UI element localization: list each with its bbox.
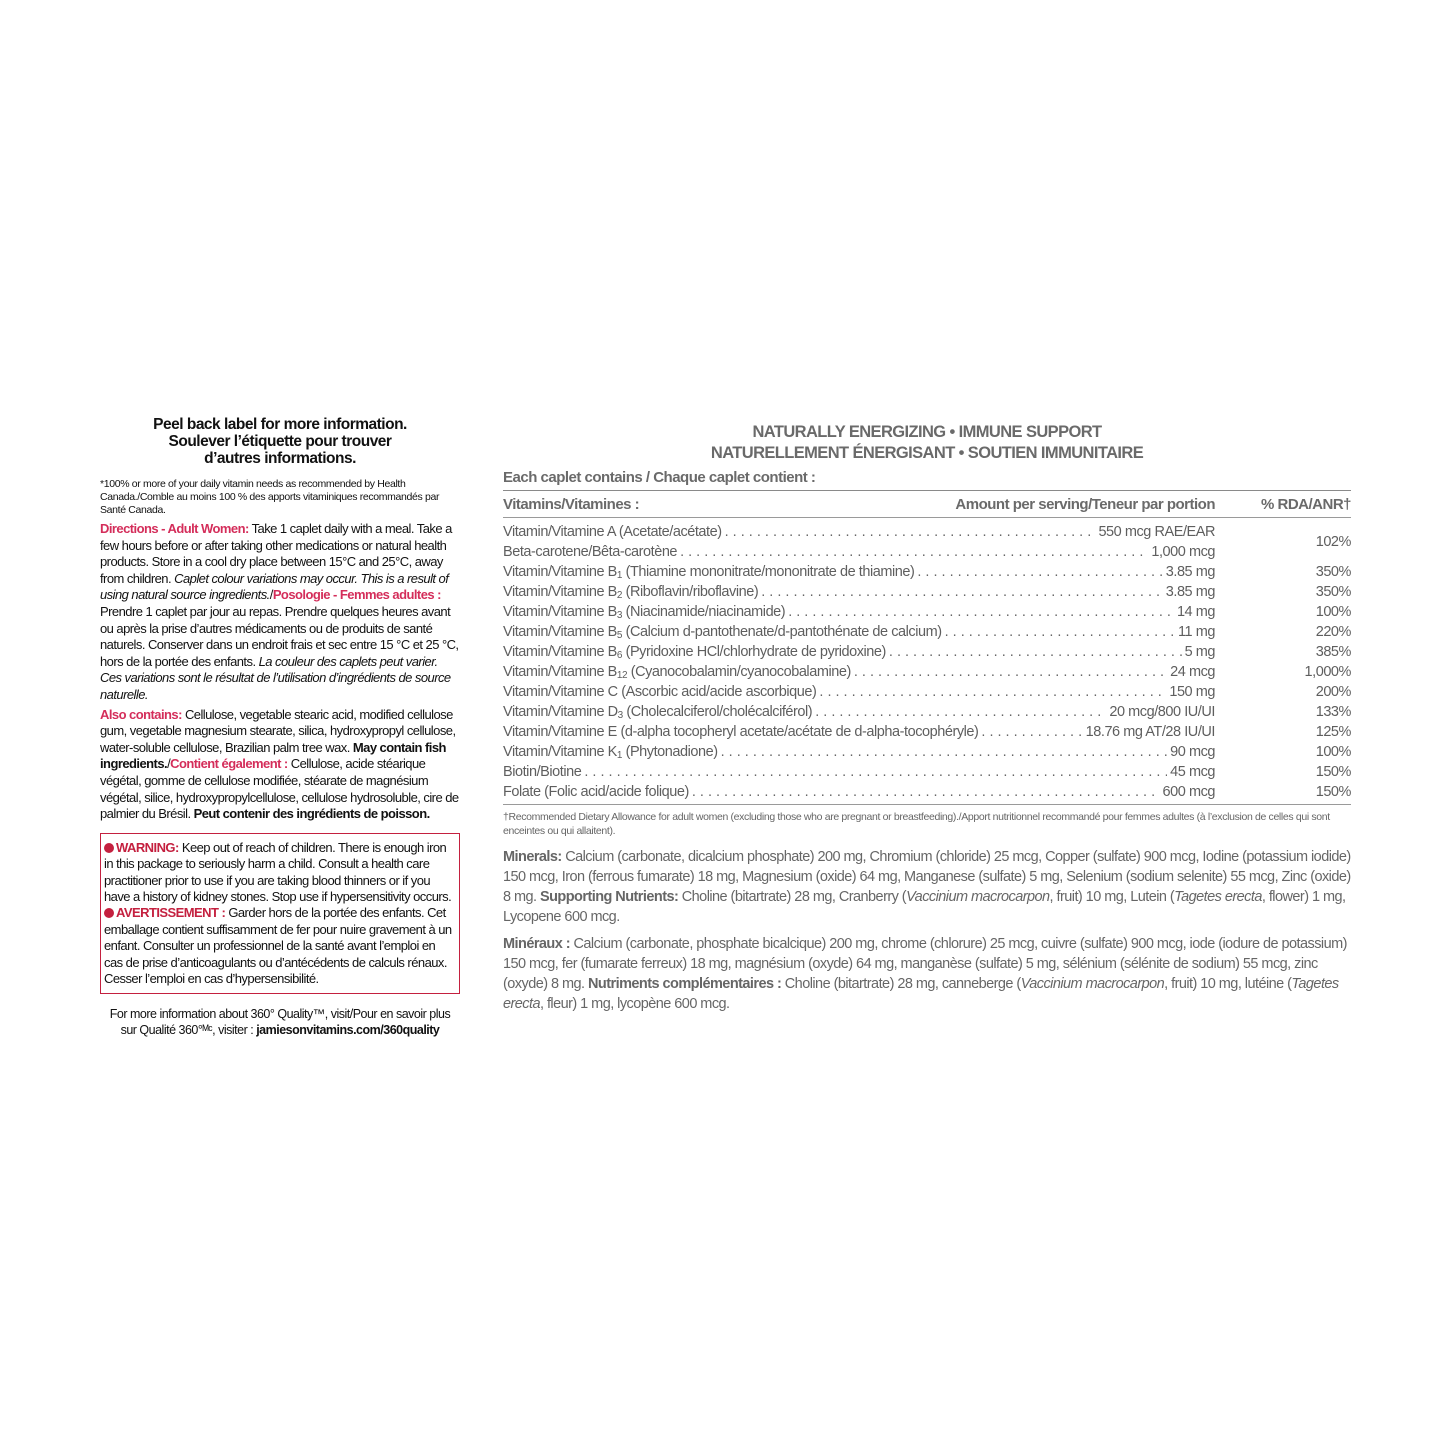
supporting-text: , fruit) 10 mg, Lutein ( [1049,889,1175,905]
leader-dots [721,744,1168,760]
minerals-label: Minerals: [503,849,562,865]
table-row [503,722,1351,742]
warning-en [104,840,455,906]
table-bottom-rule [503,804,1351,805]
vitamin-amount: 24 mcg [1170,664,1215,680]
avertissement-label: AVERTISSEMENT : [116,905,226,921]
more-info-line-2: sur Qualité 360°ᴹᶜ, visiter : [120,1023,254,1038]
table-row [503,682,1351,702]
minerals-text: Calcium (carbonate, dicalcium phosphate) 200 mg, Chromium (chloride) 25 mcg, Copper (sulfate) 900 mcg, Iodine (potassium iodide) 150 mcg, Iron (ferrous fumarate) 18 mg, Magnesium (oxide) 64 mg, Manganese (sulfate) 5 mg, Selenium (sodium selenite) 55 mcg, Zinc (oxide) 8 mg. [503,849,1351,905]
vitamin-a-amount: 550 mcg RAE/EAR [1098,524,1215,540]
col-rda: % RDA/ANR† [1260,495,1351,513]
vitamin-amount: 5 mg [1184,644,1215,660]
vitamin-amount: 20 mcg/800 IU/UI [1109,704,1215,720]
more-info-url: jamiesonvitamins.com/360quality [256,1023,440,1038]
avertissement-fr [104,905,455,987]
vitamin-rda: 133% [1315,704,1351,720]
table-row [503,762,1351,782]
right-label-panel [503,422,1351,1014]
vitamin-rda: 220% [1315,624,1351,640]
vitamin-rda: 350% [1315,564,1351,580]
nutriments-label: Nutriments complémentaires : [587,976,782,992]
col-vitamins: Vitamins/Vitamines : [503,495,640,513]
warning-text: Keep out of reach of children. There is enough iron in this package to seriously harm a child. Consult a health care practitioner prior to use if you are taking blood thinners or if you have a history of kidney stones. Stop use if hypersensitivity occurs. [104,839,452,904]
vitamin-rda: 385% [1315,644,1351,660]
vitamin-amount: 3.85 mg [1165,584,1215,600]
ingredients-block: Also contains: Cellulose, vegetable stearic acid, modified cellulose gum, vegetable magnesium stearate, silica, hydroxypropyl cellulose, water-soluble cellulose, Brazilian palm tree wax. May contain fish ingredients./Contient également : Cellulose, acide stéarique végétal, gomme de cellulose modifiée, stéarate de magnésium végétal, silice, hydroxypropylcellulose, cellulose hydrosoluble, cire de palmier du Brésil. Peut contenir des ingrédients de poisson. [100,706,459,822]
vitamin-table [503,518,1351,804]
vitamin-rda: 200% [1315,684,1351,700]
leader-dots [854,664,1167,680]
table-row [503,702,1351,722]
warning-box [100,833,460,995]
vitamin-label: Vitamin/Vitamine $B_{12}$ (Cyanocobalamin/cyanocobalamine) [503,664,851,680]
directions-text: Take 1 caplet daily with a meal. Take a few hours before or after taking other medications or natural health products. Store in a cool dry place between 15°C and 25°C, away from children. [100,521,452,586]
vitamin-label: Vitamin/Vitamine $D_3$ (Cholecalciferol/cholécalciférol) [503,704,813,720]
vitamin-label: Vitamin/Vitamine $B_5$ (Calcium d-pantothenate/d-pantothénate de calcium) [503,624,942,640]
leader-dots [584,764,1167,780]
posologie-text: Prendre 1 caplet par jour au repas. Prendre quelques heures avant ou après la prise d’autres médicaments ou de produits de santé naturels. Conserver dans un endroit frais et sec entre 15 °C et 25 °C, hors de la portée des enfants. [100,603,459,669]
nutriments-text: , fleur) 1 mg, lycopène 600 mcg. [540,996,730,1012]
warning-bullet-icon [104,843,114,853]
vitamin-amount: 18.76 mg AT/28 IU/UI [1085,724,1215,740]
heading-fr: NATURELLEMENT ÉNERGISANT • SOUTIEN IMMUNITAIRE [710,444,1144,462]
product-heading [503,422,1351,464]
vitamin-amount: 14 mg [1176,604,1215,620]
posologie-italic: La couleur des caplets peut varier. Ces variations sont le résultat de l’utilisation d’ingrédients de source naturelle. [100,653,451,702]
vitamin-amount: 90 mcg [1170,744,1215,760]
avertissement-text: Garder hors de la portée des enfants. Cet emballage contient suffisamment de fer pour nuire gravement à un enfant. Consulter un professionnel de la santé avant l’emploi en cas de prise d’anticoagulants ou d’antécédents de calculs rénaux. Cesser l’emploi en cas d’hypersensibilité. [104,905,452,986]
directions-label: Directions - Adult Women: [100,521,249,536]
vitamin-label: Vitamin/Vitamine E (d-alpha tocopheryl acetate/acétate de d-alpha-tocophéryle) [503,724,979,740]
vitamin-label: Biotin/Biotine [503,764,582,780]
vitamin-a-rda: 102% [1315,534,1351,550]
vitamin-rda: 100% [1315,604,1351,620]
table-row [503,562,1351,582]
posologie-label: Posologie - Femmes adultes : [272,587,441,603]
leader-dots [725,524,1096,540]
vitamin-amount: 11 mg [1178,624,1215,640]
leader-dots [692,784,1160,800]
table-row [503,602,1351,622]
nutriments-text: , fruit) 10 mg, lutéine ( [1164,976,1292,992]
vitamin-rda: 125% [1315,724,1351,740]
directions-italic: Caplet colour variations may occur. This is a result of using natural source ingredients. [100,570,449,603]
vitamin-a-label: Vitamin/Vitamine A (Acetate/acétate) [503,524,722,540]
col-amount: Amount per serving/Teneur par portion [955,495,1215,513]
peel-notice-fr-1: Soulever l’étiquette pour trouver [168,433,392,450]
vitamin-label: Folate (Folic acid/acide folique) [503,784,689,800]
fish-warning-en: May contain fish ingredients. [100,739,446,772]
caplet-contains: Each caplet contains / Chaque caplet contient : [503,469,816,486]
table-row-vitamin-a [503,522,1351,562]
supporting-italic: Vaccinium macrocarpon [906,889,1050,905]
left-label-panel [100,416,460,1038]
leader-dots [761,584,1163,600]
nutriments-italic: Vaccinium macrocarpon [1020,976,1165,992]
minerals-fr [503,934,1351,1014]
avertissement-bullet-icon [104,908,114,918]
more-info-line-1: For more information about 360° Quality™, visit/Pour en savoir plus [109,1007,451,1022]
heading-en: NATURALLY ENERGIZING • IMMUNE SUPPORT [752,423,1102,441]
table-row [503,582,1351,602]
vitamin-rda: 350% [1315,584,1351,600]
vitamin-label: Vitamin/Vitamine $B_6$ (Pyridoxine HCl/chlorhydrate de pyridoxine) [503,644,886,660]
table-row [503,622,1351,642]
minerals-en [503,847,1351,927]
vitamin-label: Vitamin/Vitamine $B_3$ (Niacinamide/niacinamide) [503,604,786,620]
vitamin-rda: 150% [1315,764,1351,780]
supporting-label: Supporting Nutrients: [540,889,679,905]
beta-carotene-label: Beta-carotene/Bêta-carotène [503,544,678,560]
supporting-text: Choline (bitartrate) 28 mg, Cranberry ( [681,889,907,905]
vitamin-label: Vitamin/Vitamine $K_1$ (Phytonadione) [503,744,718,760]
leader-dots [917,564,1162,580]
leader-dots [788,604,1174,620]
mineraux-text: Calcium (carbonate, phosphate bicalcique) 200 mg, chrome (chlorure) 25 mcg, cuivre (sulfate) 900 mcg, iode (iodure de potassium) 150 mcg, fer (fumarate ferreux) 18 mg, magnésium (oxyde) 64 mg, manganèse (sulfate) 5 mg, sélénium (sélénite de sodium) 55 mcg, zinc (oxyde) 8 mg. [503,936,1347,992]
more-info [100,1006,460,1038]
vitamin-amount: 3.85 mg [1165,564,1215,580]
vitamin-rda: 150% [1315,784,1351,800]
warning-label: WARNING: [116,839,179,855]
contient-label: Contient également : [170,756,288,772]
nutriments-italic: Tagetes erecta [503,976,1339,1012]
table-row [503,782,1351,802]
supporting-text: , flower) 1 mg, Lycopene 600 mcg. [503,889,1346,925]
peel-notice-en: Peel back label for more information. [153,416,407,433]
table-row [503,642,1351,662]
contient-text: Cellulose, acide stéarique végétal, gomme de cellulose modifiée, stéarate de magnésium végétal, silice, hydroxypropylcellulose, cellulose hydrosoluble, cire de palmier du Brésil. [100,756,459,822]
fish-warning-fr: Peut contenir des ingrédients de poisson. [193,806,430,822]
vitamin-rda: 100% [1315,744,1351,760]
vitamin-amount: 45 mcg [1170,764,1215,780]
directions-block: Directions - Adult Women: Take 1 caplet daily with a meal. Take a few hours before or after taking other medications or natural health products. Store in a cool dry place between 15°C and 25°C, away from children. Caplet colour variations may occur. This is a result of using natural source ingredients./Posologie - Femmes adultes : Prendre 1 caplet par jour au repas. Prendre quelques heures avant ou après la prise d’autres médicaments ou de produits de santé naturels. Conserver dans un endroit frais et sec entre 15 °C et 25 °C, hors de la portée des enfants. La couleur des caplets peut varier. Ces variations sont le résultat de l’utilisation d’ingrédients de source naturelle. [100,521,459,702]
peel-notice-fr-2: d’autres informations. [204,450,356,467]
leader-dots [815,704,1106,720]
table-row [503,742,1351,762]
table-header [503,491,1351,517]
rda-footnote: †Recommended Dietary Allowance for adult women (excluding those who are pregnant or breastfeeding)./Apport nutritionnel recommandé pour femmes adultes (à l’exclusion de celles qui sont enceintes ou qui allaitent). [503,811,1330,837]
supporting-italic: Tagetes erecta [1174,889,1262,905]
daily-needs-note: *100% or more of your daily vitamin needs as recommended by Health Canada./Comble au moins 100 % des apports vitaminiques recommandés par Santé Canada. [100,478,440,516]
mineraux-label: Minéraux : [503,936,571,952]
vitamin-amount: 600 mcg [1162,784,1215,800]
vitamin-label: Vitamin/Vitamine $B_1$ (Thiamine mononitrate/mononitrate de thiamine) [503,564,915,580]
table-row [503,662,1351,682]
leader-dots [889,644,1182,660]
leader-dots [981,724,1082,740]
vitamin-amount: 150 mg [1169,684,1215,700]
vitamin-label: Vitamin/Vitamine $B_2$ (Riboflavin/riboflavine) [503,584,759,600]
nutriments-text: Choline (bitartrate) 28 mg, canneberge ( [784,976,1021,992]
beta-carotene-amount: 1,000 mcg [1151,544,1215,560]
leader-dots [945,624,1175,640]
also-contains-text: Cellulose, vegetable stearic acid, modified cellulose gum, vegetable magnesium stearate, silica, hydroxypropyl cellulose, water-soluble cellulose, Brazilian palm tree wax. [100,706,456,755]
peel-notice [100,416,460,467]
vitamin-rda: 1,000% [1304,664,1351,680]
leader-dots [680,544,1148,560]
vitamin-label: Vitamin/Vitamine C (Ascorbic acid/acide ascorbique) [503,684,817,700]
also-contains-label: Also contains: [100,706,182,722]
leader-dots [819,684,1166,700]
